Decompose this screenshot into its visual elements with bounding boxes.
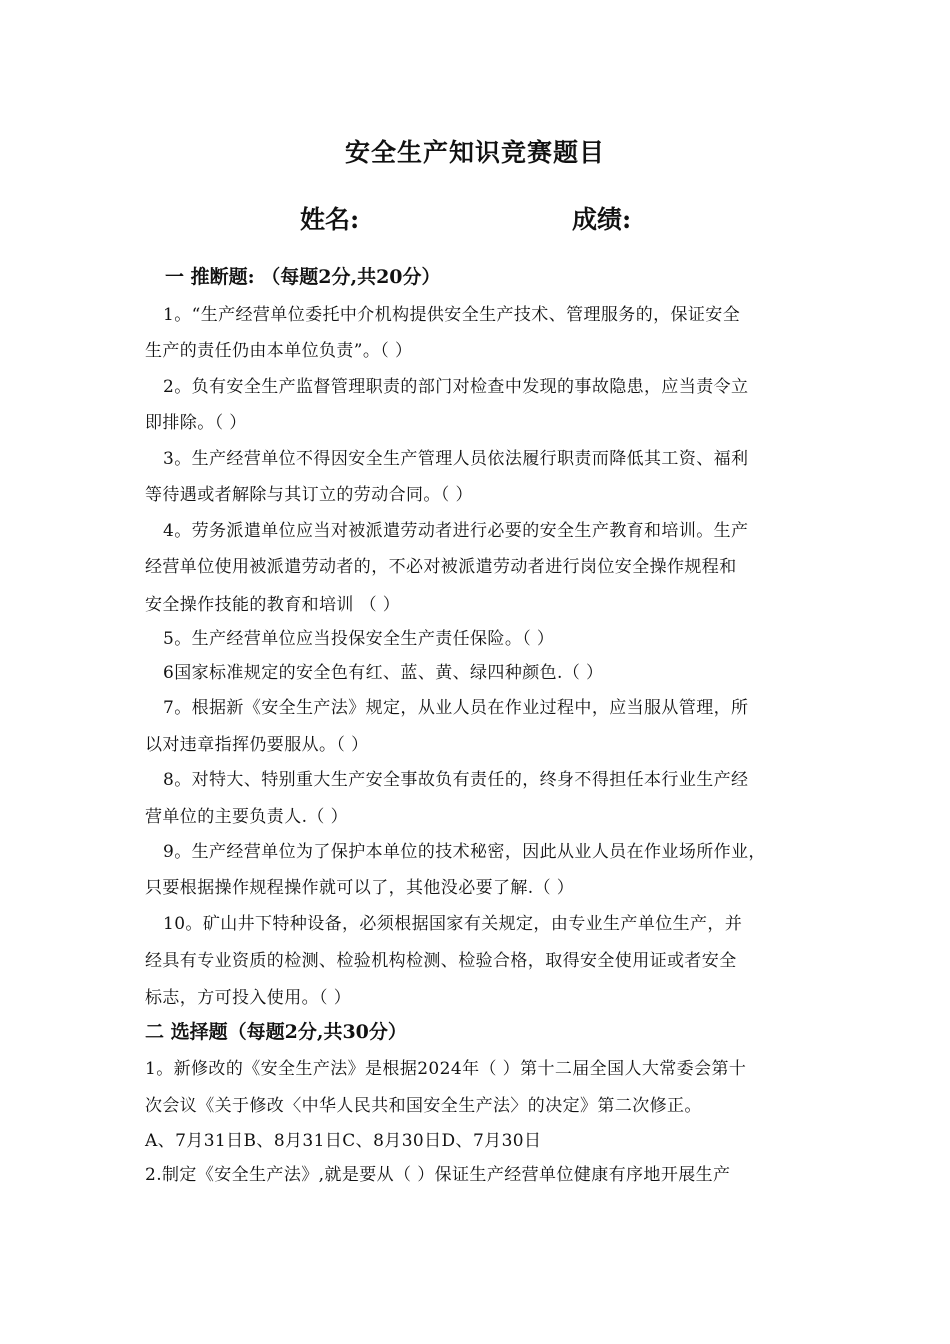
question-line: 8。对特大、特别重大生产安全事故负有责任的，终身不得担任本行业生产经 — [163, 770, 749, 790]
question-line: 7。根据新《安全生产法》规定，从业人员在作业过程中，应当服从管理，所 — [163, 698, 749, 718]
question-line: 1。新修改的《安全生产法》是根据2024年（ ）第十二届全国人大常委会第十 — [145, 1059, 747, 1079]
question-line: 以对违章指挥仍要服从。（ ） — [145, 735, 369, 755]
question-line: 10。矿山井下特种设备，必须根据国家有关规定，由专业生产单位生产，并 — [163, 914, 743, 934]
page-title: 安全生产知识竞赛题目 — [344, 138, 605, 167]
answer-options-line: A、7月31日B、8月31日C、8月30日D、7月30日 — [145, 1131, 542, 1151]
question-line: 5。生产经营单位应当投保安全生产责任保险。（ ） — [163, 629, 555, 649]
section-heading-choice: 二 选择题（每题2分,共30分） — [145, 1021, 407, 1043]
score-label: 成绩: — [572, 205, 632, 234]
question-line: 2。负有安全生产监督管理职责的部门对检查中发现的事故隐患，应当责令立 — [163, 377, 749, 397]
question-line: 标志，方可投入使用。（ ） — [145, 988, 352, 1008]
question-line: 4。劳务派遣单位应当对被派遣劳动者进行必要的安全生产教育和培训。生产 — [163, 521, 749, 541]
name-score-row — [0, 200, 950, 236]
question-line: 6国家标准规定的安全色有红、蓝、黄、绿四种颜色.（ ） — [163, 663, 604, 683]
question-line: 2.制定《安全生产法》,就是要从（ ）保证生产经营单位健康有序地开展生产 — [145, 1165, 731, 1185]
question-line: 等待遇或者解除与其订立的劳动合同。（ ） — [145, 485, 473, 505]
question-line: 1。“生产经营单位委托中介机构提供安全生产技术、管理服务的，保证安全 — [163, 305, 741, 325]
question-line: 只要根据操作规程操作就可以了，其他没必要了解.（ ） — [145, 878, 575, 898]
section-heading-judgement: 一 推断题: （每题2分,共20分） — [165, 266, 441, 288]
question-line: 生产的责任仍由本单位负责”。（ ） — [145, 341, 413, 361]
question-line: 3。生产经营单位不得因安全生产管理人员依法履行职责而降低其工资、福利 — [163, 449, 749, 469]
name-label: 姓名: — [300, 205, 360, 234]
question-line: 经具有专业资质的检测、检验机构检测、检验合格，取得安全使用证或者安全 — [145, 951, 737, 971]
question-line: 9。生产经营单位为了保护本单位的技术秘密，因此从业人员在作业场所作业， — [163, 842, 766, 862]
question-line: 即排除。（ ） — [145, 413, 247, 433]
question-line: 安全操作技能的教育和培训 （ ） — [145, 595, 401, 615]
question-line: 次会议《关于修改〈中华人民共和国安全生产法〉的决定》第二次修正。 — [145, 1096, 702, 1116]
question-line: 经营单位使用被派遣劳动者的，不必对被派遣劳动者进行岗位安全操作规程和 — [145, 557, 737, 577]
question-line: 营单位的主要负责人.（ ） — [145, 807, 349, 827]
